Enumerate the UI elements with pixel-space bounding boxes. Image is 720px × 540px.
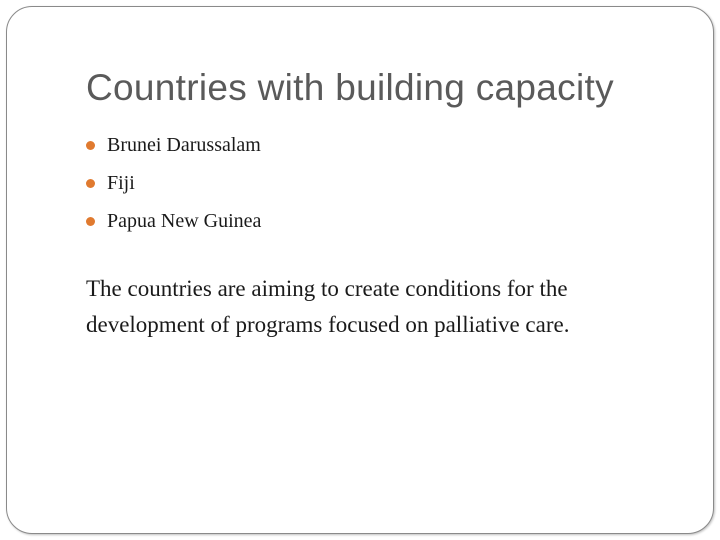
bullet-text: Fiji bbox=[107, 171, 135, 194]
bullet-dot-icon bbox=[86, 141, 95, 150]
bullet-text: Brunei Darussalam bbox=[107, 133, 261, 156]
paragraph-line: The countries are aiming to create conditions for the bbox=[86, 276, 568, 301]
bullet-dot-icon bbox=[86, 179, 95, 188]
bullet-text: Papua New Guinea bbox=[107, 209, 262, 232]
bullet-item bbox=[86, 126, 261, 164]
paragraph-line: development of programs focused on palliative care. bbox=[86, 312, 570, 337]
bullet-item bbox=[86, 202, 261, 240]
slide-title: Countries with building capacity bbox=[86, 67, 614, 108]
body-paragraph bbox=[86, 271, 686, 343]
bullet-dot-icon bbox=[86, 217, 95, 226]
bullet-list bbox=[86, 126, 261, 240]
bullet-item bbox=[86, 164, 261, 202]
slide bbox=[6, 6, 714, 534]
